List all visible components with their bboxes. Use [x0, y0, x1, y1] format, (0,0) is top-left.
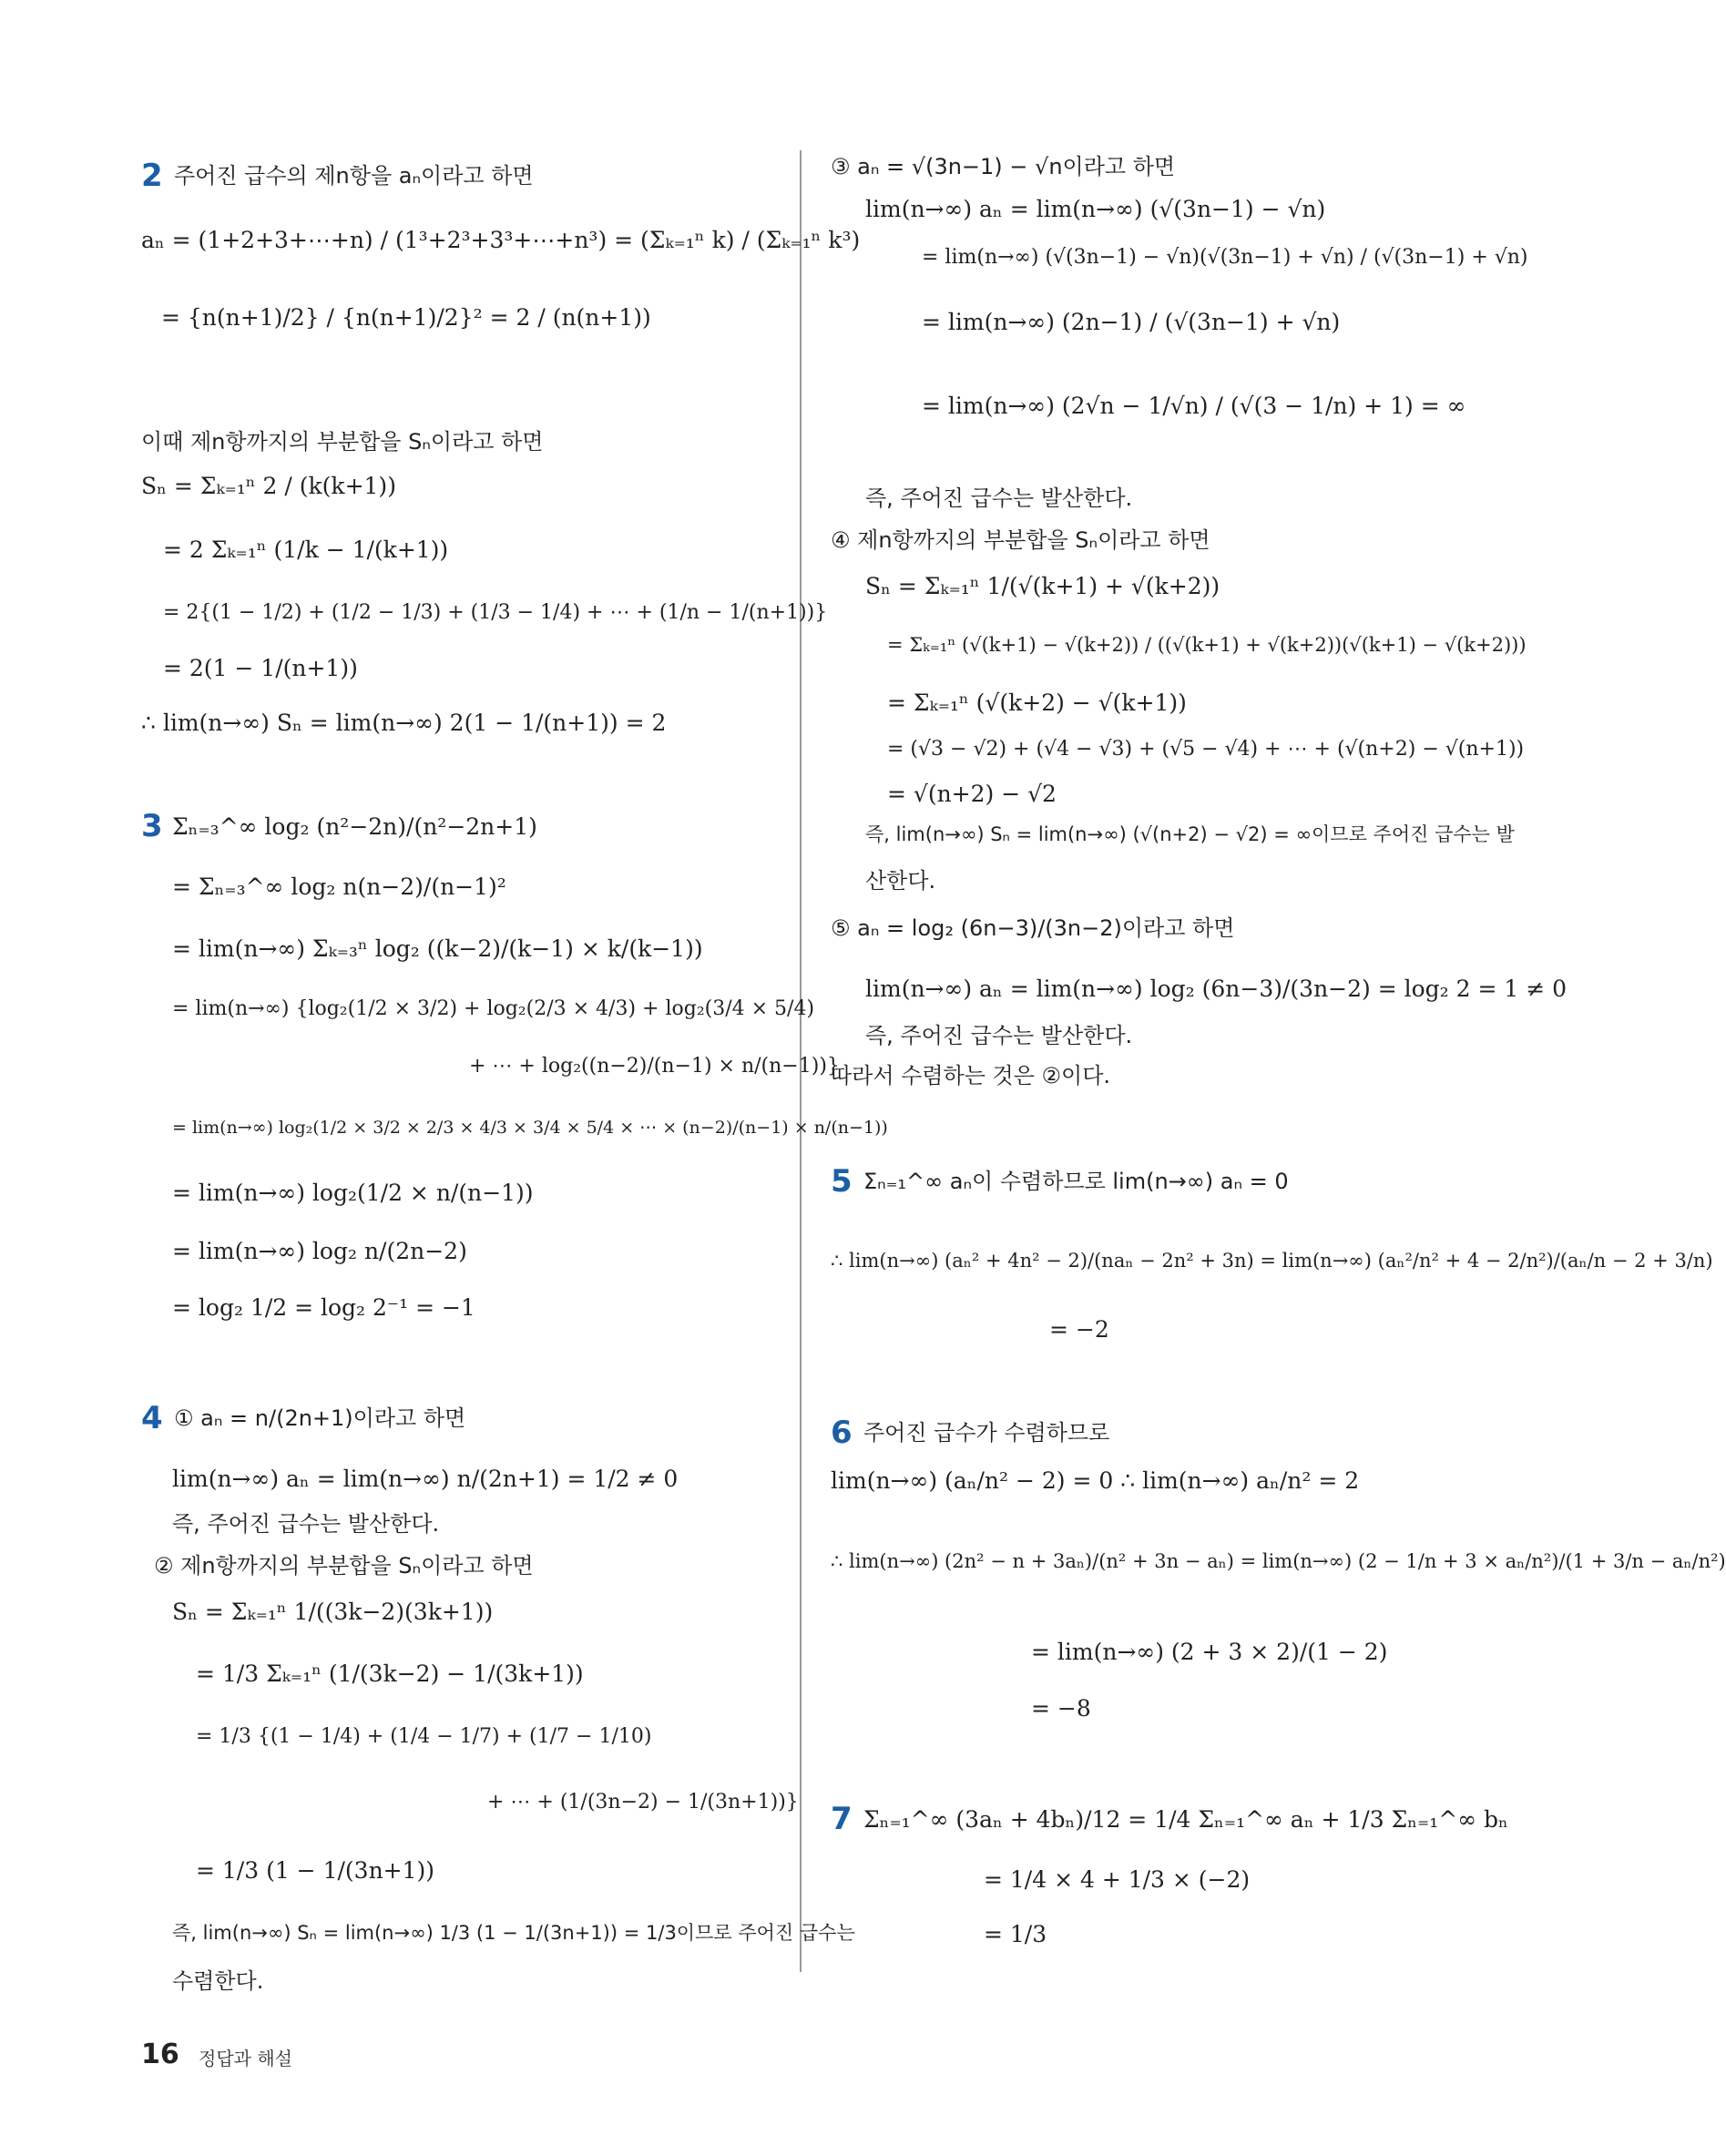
- math-line: = lim(n→∞) Σₖ₌₃ⁿ log₂ ((k−2)/(k−1) × k/(k−1)): [172, 935, 703, 962]
- footer-label: 정답과 해설: [199, 2048, 292, 2069]
- math-line: ∴ lim(n→∞) (aₙ² + 4n² − 2)/(naₙ − 2n² + 3n) = lim(n→∞) (aₙ²/n² + 4 − 2/n²)/(aₙ/n − 2 + 3/n): [831, 1250, 1713, 1272]
- solution-line: 주어진 급수가 수렴하므로: [863, 1420, 1110, 1446]
- math-line: = Σₖ₌₁ⁿ (√(k+2) − √(k+1)): [887, 690, 1187, 716]
- math-line: aₙ = (1+2+3+⋯+n) / (1³+2³+3³+⋯+n³) = (Σₖ₌₁ⁿ k) / (Σₖ₌₁ⁿ k³): [141, 227, 861, 253]
- solution-line: 즉, 주어진 급수는 발산한다.: [865, 1023, 1133, 1048]
- math-line: = 1/3 {(1 − 1/4) + (1/4 − 1/7) + (1/7 − 1/10): [196, 1725, 652, 1748]
- solution-line: 즉, lim(n→∞) Sₙ = lim(n→∞) 1/3 (1 − 1/(3n+1)) = 1/3이므로 주어진 급수는: [172, 1922, 855, 1944]
- solution-line: 즉, lim(n→∞) Sₙ = lim(n→∞) (√(n+2) − √2) = ∞이므로 주어진 급수는 발: [865, 823, 1515, 845]
- math-line: Σₙ₌₁^∞ (3aₙ + 4bₙ)/12 = 1/4 Σₙ₌₁^∞ aₙ + 1/3 Σₙ₌₁^∞ bₙ: [863, 1806, 1508, 1833]
- problem-number: 3: [141, 808, 163, 844]
- solution-line: Σₙ₌₁^∞ aₙ이 수렴하므로 lim(n→∞) aₙ = 0: [863, 1169, 1289, 1194]
- solution-line: ④ 제n항까지의 부분합을 Sₙ이라고 하면: [831, 527, 1210, 553]
- math-line: ∴ lim(n→∞) (2n² − n + 3aₙ)/(n² + 3n − aₙ) = lim(n→∞) (2 − 1/n + 3 × aₙ/n²)/(1 + 3/n − aₙ/n²): [831, 1550, 1726, 1572]
- math-line: = 1/3: [984, 1921, 1047, 1947]
- math-line: Sₙ = Σₖ₌₁ⁿ 1/((3k−2)(3k+1)): [172, 1599, 494, 1625]
- math-line: = lim(n→∞) (2√n − 1/√n) / (√(3 − 1/n) + 1) = ∞: [922, 393, 1466, 419]
- math-line: = −2: [1049, 1316, 1109, 1343]
- solution-line: 즉, 주어진 급수는 발산한다.: [172, 1511, 440, 1537]
- math-line: = lim(n→∞) log₂ n/(2n−2): [172, 1238, 467, 1264]
- problem-number: 7: [831, 1801, 853, 1837]
- math-line: = lim(n→∞) (2 + 3 × 2)/(1 − 2): [1031, 1639, 1388, 1665]
- solution-line: ⑤ aₙ = log₂ (6n−3)/(3n−2)이라고 하면: [831, 915, 1235, 941]
- math-line: = lim(n→∞) log₂(1/2 × n/(n−1)): [172, 1180, 534, 1206]
- math-line: Sₙ = Σₖ₌₁ⁿ 2 / (k(k+1)): [141, 473, 396, 499]
- math-line: = (√3 − √2) + (√4 − √3) + (√5 − √4) + ⋯ + (√(n+2) − √(n+1)): [887, 738, 1525, 761]
- math-line: = −8: [1031, 1695, 1091, 1722]
- math-line: + ⋯ + log₂((n−2)/(n−1) × n/(n−1))}: [469, 1055, 840, 1078]
- math-line: lim(n→∞) (aₙ/n² − 2) = 0 ∴ lim(n→∞) aₙ/n² = 2: [831, 1467, 1360, 1494]
- solution-line: 수렴한다.: [172, 1968, 264, 1994]
- math-line: = lim(n→∞) {log₂(1/2 × 3/2) + log₂(2/3 × 4/3) + log₂(3/4 × 5/4): [172, 997, 815, 1020]
- math-line: = 1/4 × 4 + 1/3 × (−2): [984, 1866, 1251, 1893]
- math-line: lim(n→∞) aₙ = lim(n→∞) n/(2n+1) = 1/2 ≠ 0: [172, 1466, 679, 1492]
- math-line: = √(n+2) − √2: [887, 781, 1057, 807]
- solution-line: 산한다.: [865, 868, 936, 894]
- math-line: lim(n→∞) aₙ = lim(n→∞) log₂ (6n−3)/(3n−2) = log₂ 2 = 1 ≠ 0: [865, 976, 1568, 1002]
- solution-line: 주어진 급수의 제n항을 aₙ이라고 하면: [174, 163, 534, 189]
- math-line: = 1/3 Σₖ₌₁ⁿ (1/(3k−2) − 1/(3k+1)): [196, 1660, 584, 1687]
- solution-line: 따라서 수렴하는 것은 ②이다.: [831, 1063, 1111, 1088]
- math-line: + ⋯ + (1/(3n−2) − 1/(3n+1))}: [487, 1791, 799, 1814]
- math-line: = lim(n→∞) (2n−1) / (√(3n−1) + √n): [922, 309, 1341, 335]
- math-line: = lim(n→∞) log₂(1/2 × 3/2 × 2/3 × 4/3 × 3/4 × 5/4 × ⋯ × (n−2)/(n−1) × n/(n−1)): [172, 1118, 888, 1138]
- math-line: = Σₙ₌₃^∞ log₂ n(n−2)/(n−1)²: [172, 874, 506, 900]
- math-line: = Σₖ₌₁ⁿ (√(k+1) − √(k+2)) / ((√(k+1) + √(k+2))(√(k+1) − √(k+2))): [887, 634, 1527, 656]
- math-line: = lim(n→∞) (√(3n−1) − √n)(√(3n−1) + √n) / (√(3n−1) + √n): [922, 246, 1528, 269]
- math-line: = 2 Σₖ₌₁ⁿ (1/k − 1/(k+1)): [163, 536, 449, 563]
- math-line: = 2(1 − 1/(n+1)): [163, 655, 358, 681]
- solution-line: 이때 제n항까지의 부분합을 Sₙ이라고 하면: [141, 429, 544, 455]
- solution-line: ① aₙ = n/(2n+1)이라고 하면: [174, 1405, 466, 1431]
- math-line: Sₙ = Σₖ₌₁ⁿ 1/(√(k+1) + √(k+2)): [865, 573, 1220, 599]
- math-line: = log₂ 1/2 = log₂ 2⁻¹ = −1: [172, 1294, 475, 1321]
- problem-number: 2: [141, 158, 163, 194]
- solution-line: ② 제n항까지의 부분합을 Sₙ이라고 하면: [154, 1553, 534, 1579]
- problem-number: 5: [831, 1163, 853, 1200]
- solution-line: 즉, 주어진 급수는 발산한다.: [865, 485, 1133, 511]
- math-line: lim(n→∞) aₙ = lim(n→∞) (√(3n−1) − √n): [865, 196, 1326, 222]
- page-number: 16: [141, 2038, 179, 2070]
- problem-number: 6: [831, 1415, 853, 1451]
- math-line: = {n(n+1)/2} / {n(n+1)/2}² = 2 / (n(n+1)): [161, 304, 651, 331]
- math-line: Σₙ₌₃^∞ log₂ (n²−2n)/(n²−2n+1): [172, 813, 537, 840]
- math-line: ∴ lim(n→∞) Sₙ = lim(n→∞) 2(1 − 1/(n+1)) = 2: [141, 710, 667, 736]
- math-line: = 1/3 (1 − 1/(3n+1)): [196, 1857, 435, 1884]
- problem-number: 4: [141, 1400, 163, 1436]
- solution-line: ③ aₙ = √(3n−1) − √n이라고 하면: [831, 154, 1176, 179]
- math-line: = 2{(1 − 1/2) + (1/2 − 1/3) + (1/3 − 1/4) + ⋯ + (1/n − 1/(n+1))}: [163, 601, 828, 624]
